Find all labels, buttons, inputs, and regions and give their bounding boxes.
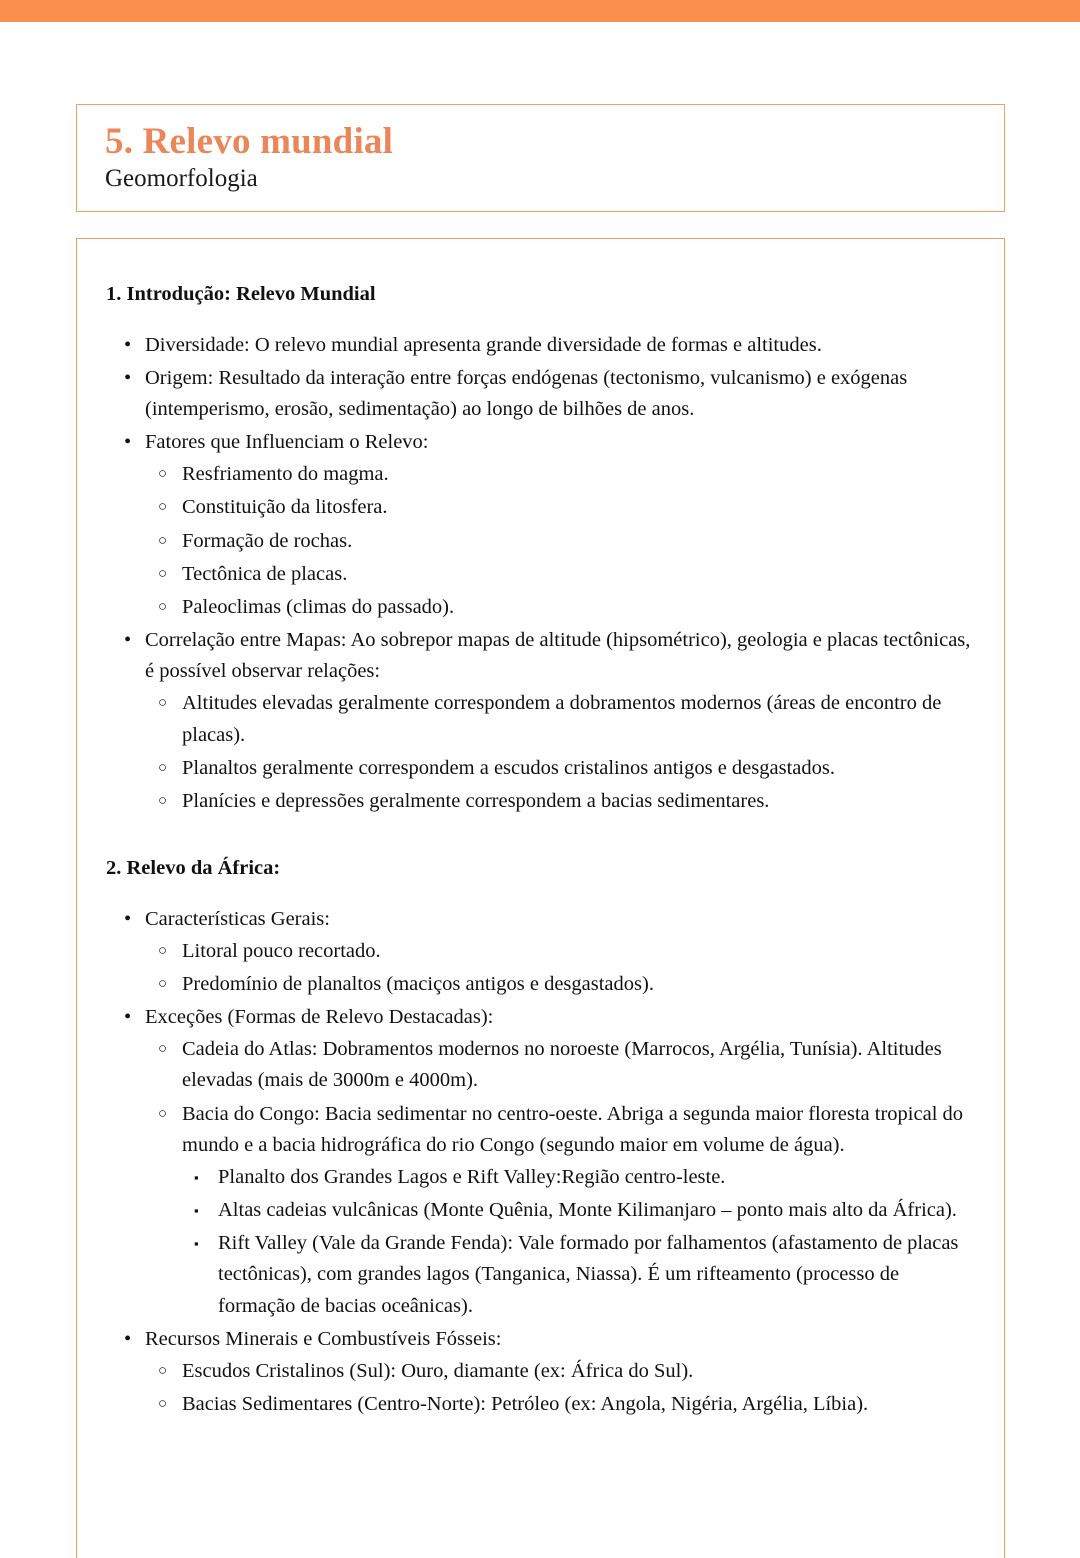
list-item [145, 688, 978, 750]
circle-bullet-icon: ○ [158, 499, 168, 516]
list-item-text: Constituição da litosfera. [182, 496, 388, 519]
list-item [182, 1228, 978, 1321]
list-item [106, 363, 978, 425]
list-item [145, 969, 978, 1000]
list-item-text: Resfriamento do magma. [182, 463, 389, 486]
list-item-text: Exceções (Formas de Relevo Destacadas): [145, 1006, 494, 1029]
document-page [0, 22, 1080, 1528]
list-item [106, 427, 978, 623]
list-item-text: Tectônica de placas. [182, 562, 348, 585]
bullet-list-level-1 [106, 330, 978, 817]
circle-bullet-icon: ○ [158, 1362, 168, 1379]
list-item [106, 1002, 978, 1322]
disc-bullet-icon: • [124, 1006, 132, 1029]
list-item [145, 753, 978, 784]
circle-bullet-icon: ○ [158, 466, 168, 483]
list-item [106, 625, 978, 817]
list-item [145, 1356, 978, 1387]
list-item [145, 559, 978, 590]
disc-bullet-icon: • [124, 907, 132, 930]
circle-bullet-icon: ○ [158, 532, 168, 549]
disc-bullet-icon: • [124, 431, 132, 454]
list-item-text: Planalto dos Grandes Lagos e Rift Valley:Região centro-leste. [218, 1165, 726, 1188]
list-item [145, 492, 978, 523]
list-item-text: Predomínio de planaltos (maciços antigos e desgastados). [182, 972, 654, 995]
circle-bullet-icon: ○ [158, 1395, 168, 1412]
list-item-text: Paleoclimas (climas do passado). [182, 595, 455, 618]
content-card [76, 238, 1005, 1558]
disc-bullet-icon: • [124, 366, 132, 389]
list-item [182, 1195, 978, 1226]
bullet-list-level-1 [106, 904, 978, 1421]
list-item-text: Formação de rochas. [182, 529, 353, 552]
circle-bullet-icon: ○ [158, 565, 168, 582]
list-item-text: Cadeia do Atlas: Dobramentos modernos no noroeste (Marrocos, Argélia, Tunísia). Altitudes elevadas (mais de 3000m e 4000m). [182, 1038, 942, 1092]
circle-bullet-icon: ○ [158, 759, 168, 776]
disc-bullet-icon: • [124, 333, 132, 356]
list-item [145, 786, 978, 817]
list-item-text: Litoral pouco recortado. [182, 939, 381, 962]
list-item [145, 526, 978, 557]
bullet-list-level-3 [182, 1162, 978, 1322]
list-item-text: Bacias Sedimentares (Centro-Norte): Petróleo (ex: Angola, Nigéria, Argélia, Líbia). [182, 1392, 869, 1415]
list-item-text: Planaltos geralmente correspondem a escudos cristalinos antigos e desgastados. [182, 756, 835, 779]
list-item [106, 330, 978, 361]
square-bullet-icon: ▪ [194, 1169, 199, 1185]
circle-bullet-icon: ○ [158, 1105, 168, 1122]
list-item [145, 1389, 978, 1420]
page-subtitle: Geomorfologia [105, 164, 258, 192]
page-title: 5. Relevo mundial [105, 121, 394, 162]
list-item-text: Bacia do Congo: Bacia sedimentar no centro-oeste. Abriga a segunda maior floresta tropical do mundo e a bacia hidrográfica do rio Congo (segundo maior em volume de água). [182, 1102, 964, 1156]
bullet-list-level-2 [145, 688, 978, 817]
disc-bullet-icon: • [124, 629, 132, 652]
list-item-text: Recursos Minerais e Combustíveis Fósseis: [145, 1327, 502, 1350]
circle-bullet-icon: ○ [158, 598, 168, 615]
list-item [106, 1324, 978, 1420]
square-bullet-icon: ▪ [194, 1236, 199, 1252]
circle-bullet-icon: ○ [158, 942, 168, 959]
circle-bullet-icon: ○ [158, 975, 168, 992]
disc-bullet-icon: • [124, 1327, 132, 1350]
list-item [145, 1034, 978, 1096]
section-heading: 2. Relevo da África: [106, 856, 281, 879]
circle-bullet-icon: ○ [158, 792, 168, 809]
content-body [77, 239, 1004, 1420]
section-heading: 1. Introdução: Relevo Mundial [106, 283, 376, 305]
list-item [145, 459, 978, 490]
list-item-text: Origem: Resultado da interação entre forças endógenas (tectonismo, vulcanismo) e exógenas (intemperismo, erosão, sedimentação) ao longo de bilhões de anos. [145, 366, 908, 420]
list-item-text: Correlação entre Mapas: Ao sobrepor mapas de altitude (hipsométrico), geologia e placas tectônicas, é possível observar relações: [145, 629, 971, 683]
list-item-text: Escudos Cristalinos (Sul): Ouro, diamante (ex: África do Sul). [182, 1359, 694, 1382]
list-item-text: Características Gerais: [145, 907, 330, 930]
list-item-text: Planícies e depressões geralmente correspondem a bacias sedimentares. [182, 789, 770, 812]
list-item-text: Diversidade: O relevo mundial apresenta grande diversidade de formas e altitudes. [145, 333, 822, 356]
title-card-inner [77, 105, 1004, 194]
list-item [106, 904, 978, 1000]
top-accent-bar [0, 0, 1080, 22]
list-item [145, 1099, 978, 1322]
bullet-list-level-2 [145, 1356, 978, 1420]
circle-bullet-icon: ○ [158, 1041, 168, 1058]
content-section [106, 281, 978, 817]
list-item [145, 936, 978, 967]
list-item [182, 1162, 978, 1193]
list-item [145, 592, 978, 623]
list-item-text: Altas cadeias vulcânicas (Monte Quênia, Monte Kilimanjaro – ponto mais alto da África). [218, 1199, 957, 1222]
square-bullet-icon: ▪ [194, 1203, 199, 1219]
bullet-list-level-2 [145, 459, 978, 623]
list-item-text: Altitudes elevadas geralmente correspondem a dobramentos modernos (áreas de encontro de placas). [182, 692, 942, 746]
list-item-text: Rift Valley (Vale da Grande Fenda): Vale formado por falhamentos (afastamento de placas tectônicas), com grandes lagos (Tanganica, Niassa). É um rifteamento (processo de formação de bacias oceânicas). [218, 1232, 959, 1317]
content-section [106, 855, 978, 1420]
title-card [76, 104, 1005, 212]
bullet-list-level-2 [145, 936, 978, 1000]
bullet-list-level-2 [145, 1034, 978, 1321]
circle-bullet-icon: ○ [158, 695, 168, 712]
list-item-text: Fatores que Influenciam o Relevo: [145, 431, 429, 454]
